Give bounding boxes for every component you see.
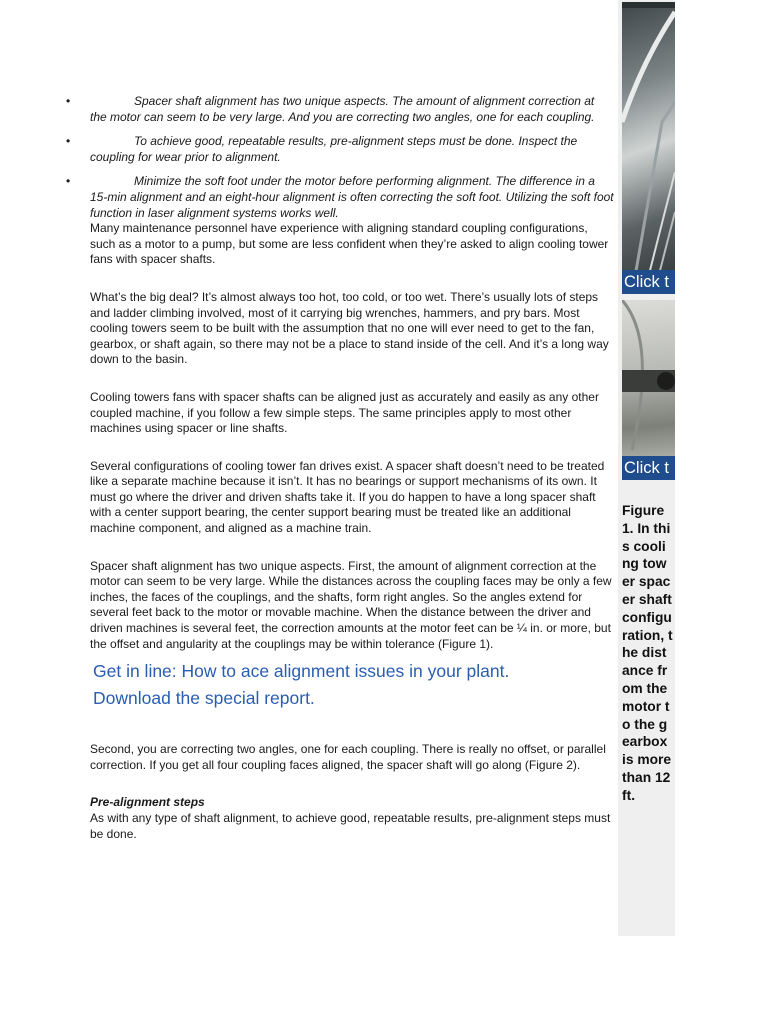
cooling-tower-photo-2[interactable] bbox=[622, 300, 675, 480]
paragraph: Cooling towers fans with spacer shafts can be aligned just as accurately and easily as any other coupled machine, if you follow a few simple steps. The same principles apply to most other machines using spacer or line shafts. bbox=[90, 389, 599, 436]
key-points-list bbox=[66, 94, 614, 221]
paragraph: Many maintenance personnel have experience with aligning standard coupling configurations, such as a motor to a pump, but some are less confident when they’re asked to align cooling tower fans with spacer shafts. bbox=[90, 221, 609, 267]
bullet-item bbox=[66, 94, 614, 125]
paragraph: Spacer shaft alignment has two unique aspects. First, the amount of alignment correction at the motor can seem to be very large. While the distances across the coupling faces may be only a few inches, the faces of the couplings, and the shafts, form right angles. So the angles extend for several feet back to the motor or movable machine. When the distance between the driver and driven machines is several feet, the correction amounts at the motor feet can be ¼ in. or more, but the offset and angularity at the couplings may be within tolerance (Figure 1). bbox=[90, 558, 612, 651]
bullet-glyph: • bbox=[66, 174, 71, 189]
photo-2-illustration bbox=[622, 300, 675, 480]
bullet-text: Spacer shaft alignment has two unique aspects. The amount of alignment correction at the motor can seem to be very large. And you are correcting two angles, one for each coupling. bbox=[90, 94, 595, 124]
promo-download-link[interactable]: Download the special report. bbox=[93, 688, 315, 709]
figure-1-caption: Figure 1. In this cooling tower spacer shaft configuration, the distance from the motor to the gearbox is more than 12 ft. bbox=[622, 503, 673, 803]
article-body bbox=[66, 94, 614, 864]
promo-headline-link[interactable]: Get in line: How to ace alignment issues in your plant. bbox=[93, 661, 510, 682]
bullet-item bbox=[66, 134, 614, 165]
bullet-glyph: • bbox=[66, 134, 71, 149]
paragraph: As with any type of shaft alignment, to achieve good, repeatable results, pre-alignment steps must be done. bbox=[90, 811, 611, 841]
paragraph: Several configurations of cooling tower fan drives exist. A spacer shaft doesn’t need to be treated like a separate machine because it isn’t. It has no bearings or support mechanisms of its own. It must go where the driver and driven shafts take it. If you do happen to have a long spacer shaft with a center support bearing, the center support bearing must be treated like an additional machine component, and aligned as a machine train. bbox=[90, 458, 605, 536]
photo-1-illustration bbox=[622, 2, 675, 294]
bullet-text: Minimize the soft foot under the motor before performing alignment. The difference in a 15-min alignment and an eight-hour alignment is often correcting the soft foot. Utilizing the soft foot function in laser alignment systems works well. bbox=[90, 174, 614, 220]
section-heading: Pre-alignment steps bbox=[90, 795, 205, 810]
paragraph: Second, you are correcting two angles, one for each coupling. There is really no offset, or parallel correction. If you get all four coupling faces aligned, the spacer shaft will go along (Figure 2). bbox=[90, 742, 606, 772]
bullet-glyph: • bbox=[66, 94, 71, 108]
bullet-text: To achieve good, repeatable results, pre-alignment steps must be done. Inspect the coupling for wear prior to alignment. bbox=[90, 134, 578, 164]
paragraph: What’s the big deal? It’s almost always too hot, too cold, or too wet. There’s usually lots of steps and ladder climbing involved, most of it carrying big wrenches, hammers, and pry bars. Most cooling towers seem to be built with the assumption that no one will ever need to get to the fan, gearbox, or shaft again, so there may not be a place to stand inside of the cell. And it’s a long way down to the basin. bbox=[90, 289, 609, 367]
special-report-promo bbox=[93, 658, 614, 712]
click-to-enlarge-bar[interactable]: Click t bbox=[622, 270, 675, 294]
click-to-enlarge-bar[interactable]: Click t bbox=[622, 456, 675, 480]
bullet-item bbox=[66, 174, 614, 221]
cooling-tower-photo-1[interactable] bbox=[622, 2, 675, 294]
